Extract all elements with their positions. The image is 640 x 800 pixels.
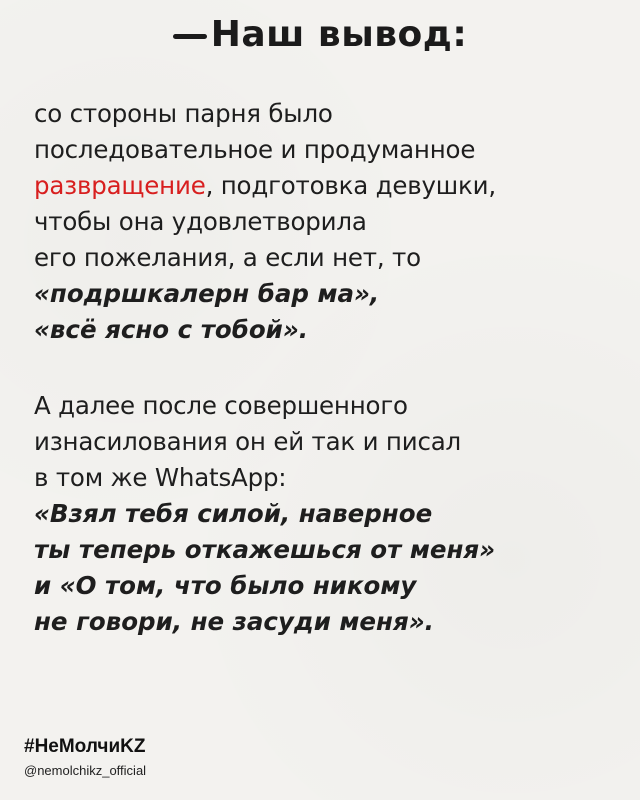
main-text [34, 96, 614, 640]
p2-line-3: в том же WhatsApp: [34, 463, 287, 492]
p2-line-2: изнасилования он ей так и писал [34, 427, 461, 456]
page-title-container [173, 14, 468, 55]
p1-line-2: последовательное и продуманное [34, 135, 476, 164]
p1-line-3-rest: , подготовка девушки, [205, 171, 496, 200]
p2-quote-4: не говори, не засуди меня». [34, 607, 434, 636]
p1-quote-2: «всё ясно с тобой». [34, 315, 309, 344]
page-title: Наш вывод: [210, 14, 468, 55]
p1-line-1: со стороны парня было [34, 99, 333, 128]
highlight-word: развращение [34, 171, 206, 200]
header [0, 14, 640, 55]
p1-line-3 [34, 168, 614, 204]
hashtag: #НеМолчиKZ [24, 736, 146, 757]
p1-line-5: его пожелания, а если нет, то [34, 243, 421, 272]
p2-quote-2: ты теперь откажешься от меня» [34, 535, 496, 564]
p2-quote-1: «Взял тебя силой, наверное [34, 499, 433, 528]
account-handle: @nemolchikz_official [24, 763, 147, 778]
p1-quote-1: «подршкалерн бар ма», [34, 279, 380, 308]
p1-line-4: чтобы она удовлетворила [34, 207, 367, 236]
p2-quote-3: и «О том, что было никому [34, 571, 417, 600]
dash-icon [173, 34, 207, 39]
paragraph-spacer [34, 348, 614, 388]
p2-line-1: А далее после совершенного [34, 391, 408, 420]
footer [24, 736, 146, 778]
